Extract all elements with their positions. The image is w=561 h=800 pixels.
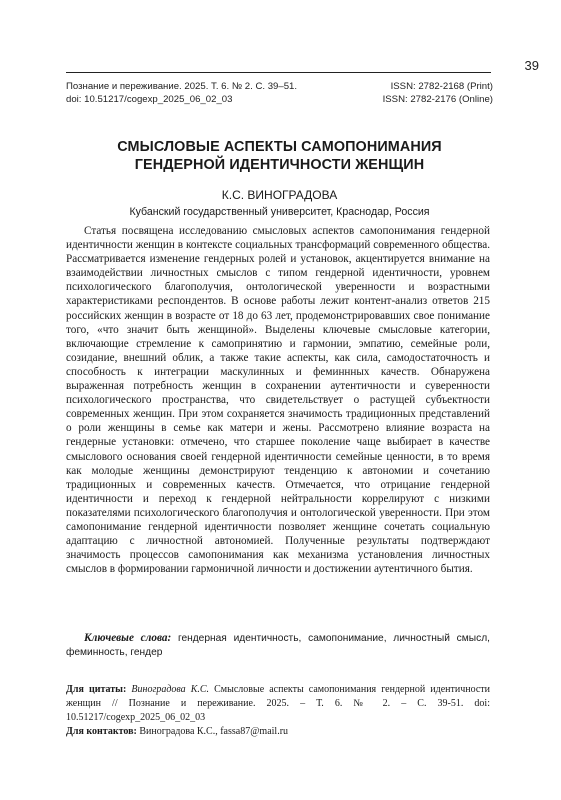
running-head-row-2 xyxy=(66,93,493,106)
running-head-row-1 xyxy=(66,80,493,93)
author-affiliation: Кубанский государственный университет, Краснодар, Россия xyxy=(129,206,430,218)
issn-online: ISSN: 2782-2176 (Online) xyxy=(382,94,493,105)
running-head xyxy=(66,80,493,106)
keywords-label: Ключевые слова: xyxy=(84,632,172,644)
page-number: 39 xyxy=(524,58,539,73)
title-line-2: ГЕНДЕРНОЙ ИДЕНТИЧНОСТИ ЖЕНЩИН xyxy=(134,157,425,173)
contacts xyxy=(66,725,490,739)
keywords xyxy=(66,631,490,660)
header-rule xyxy=(66,72,491,73)
doi-line: doi: 10.51217/cogexp_2025_06_02_03 xyxy=(66,94,233,105)
citation-text: Смысловые аспекты самопонимания гендерной идентичности женщин // Познание и переживание. 2025. – Т. 6. № 2. – С. 39-51. doi: 10.51217/cogexp_2025_06_02_03 xyxy=(66,684,490,723)
issn-print: ISSN: 2782-2168 (Print) xyxy=(390,81,493,92)
contacts-text: Виноградова К.С., fassa87@mail.ru xyxy=(139,726,289,737)
citation-author: Виноградова К.С. xyxy=(131,684,210,695)
article-title xyxy=(66,138,493,174)
author-name: К.С. ВИНОГРАДОВА xyxy=(221,188,338,202)
citation-label: Для цитаты: xyxy=(66,684,127,695)
contacts-label: Для контактов: xyxy=(66,726,137,737)
abstract: Статья посвящена исследованию смысловых аспектов самопонимания гендерной идентичности женщин в контексте социальных трансформаций современного общества. Рассматривается изменение гендерных ролей и установок, акцентируется внимание на взаимодействии личностных смыслов с типом гендерной идентичности, уровнем психологического благополучия, онтологической уверенности и возрастными характеристиками респондентов. В основе работы лежит контент-анализ ответов 215 российских женщин в возрасте от 18 до 63 лет, продемонстрировавших свое понимание того, «что значит быть женщиной». Выделены ключевые смысловые категории, включающие стремление к самопринятию и гармонии, эмпатию, семейные роли, созидание, внешний облик, а также такие аспекты, как сила, самодостаточность и способность к интеграции маскулинных и феминнных качеств. Обнаружена выраженная потребность женщин в сохранении аутентичности и суверенности психологического пространства, что свидетельствует о растущей субъектности современных женщин. При этом сохраняется значимость традиционных представлений о роли женщины в семье как матери и жены. Рассмотрено влияние возраста на гендерные установки: отмечено, что старшее поколение чаще выбирает в качестве смыслового основания своей гендерной идентичности семейные ценности, в то время как молодые женщины демонстрируют тенденцию к автономии и сочетанию традиционных и современных качеств. Отмечается, что отрицание гендерной идентичности и переход к гендерной нейтральности коррелируют с низкими показателями психологического благополучия и онтологической уверенности. При этом самопонимание гендерной идентичности позволяет женщине сочетать социальную адаптацию с личностной автономией. Полученные результаты подтверждают значимость процессов самопонимания как механизма установления личностных смыслов в формировании гармоничной личности и достижении аутентичного бытия. xyxy=(66,225,490,576)
keywords-text: гендерная идентичность, самопонимание, личностный смысл, феминность, гендер xyxy=(66,633,490,659)
citation xyxy=(66,683,490,725)
journal-citation-line: Познание и переживание. 2025. Т. 6. № 2. С. 39–51. xyxy=(66,81,298,92)
title-line-1: СМЫСЛОВЫЕ АСПЕКТЫ САМОПОНИМАНИЯ xyxy=(117,139,442,155)
